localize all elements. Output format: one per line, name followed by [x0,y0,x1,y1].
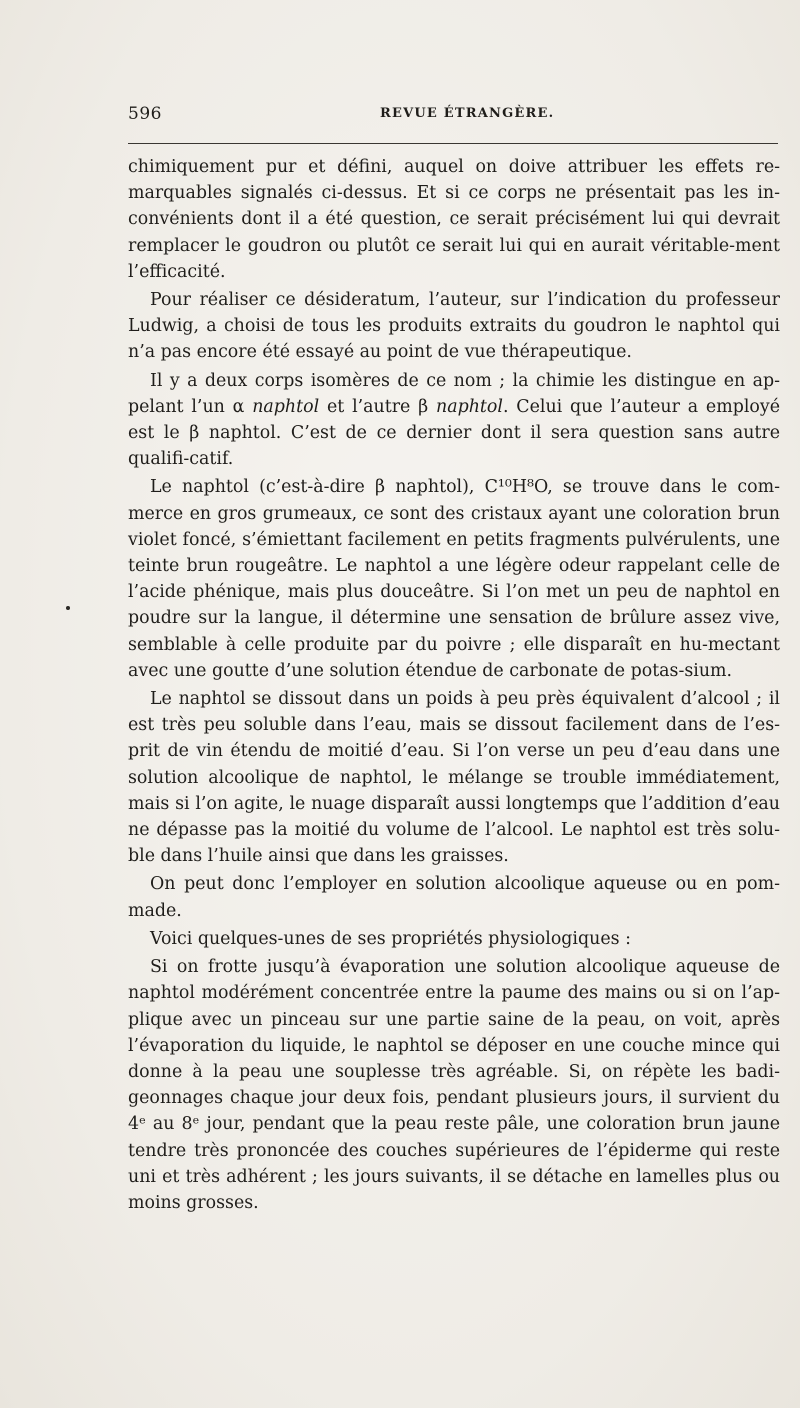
header-rule [128,143,778,144]
paragraph-7: Voici quelques-unes de ses propriétés physiologiques : [150,928,631,949]
margin-mark [66,606,70,610]
paragraph-4: Le naphtol (c’est-à-dire β naphtol), C¹⁰H⁸O, se trouve dans le com-merce en gros grumeaux, ce sont des cristaux ayant une coloration brun violet foncé, s’émiettant facilement en petits fragments pulvérulents, une teinte brun rougeâtre. Le naphtol a une légère odeur rappelant celle de l’acide phénique, mais plus douceâtre. Si l’on met un peu de naphtol en poudre sur la langue, il détermine une sensation de brûlure assez vive, semblable à celle produite par du poivre ; elle disparaît en hu-mectant avec une goutte d’une solution étendue de carbonate de potas-sium. [128,477,780,681]
paragraph-3-text-a: Il y a deux corps isomères de ce nom ; la chimie les distingue en ap-pelant l’un α [128,370,780,417]
page-header [128,104,778,132]
running-title: REVUE ÉTRANGÈRE. [380,106,555,121]
paragraph-8: Si on frotte jusqu’à évaporation une solution alcoolique aqueuse de naphtol modérément concentrée entre la paume des mains ou si on l’ap-plique avec un pinceau sur une partie saine de la peau, on voit, après l’évaporation du liquide, le naphtol se déposer en une couche mince qui donne à la peau une souplesse très agréable. Si, on répète les badi-geonnages chaque jour deux fois, pendant plusieurs jours, il survient du 4ᵉ au 8ᵉ jour, pendant que la peau reste pâle, une coloration brun jaune tendre très prononcée des couches supérieures de l’épiderme qui reste uni et très adhérent ; les jours suivants, il se détache en lamelles plus ou moins grosses. [128,957,780,1213]
body-text [128,154,780,1218]
beta-naphtol-italic: naphtol [436,396,503,417]
paragraph-3 [128,368,780,473]
paragraph-5: Le naphtol se dissout dans un poids à peu près équivalent d’alcool ; il est très peu soluble dans l’eau, mais se dissout facilement dans de l’es-prit de vin étendu de moitié d’eau. Si l’on verse un peu d’eau dans une solution alcoolique de naphtol, le mélange se trouble immédiatement, mais si l’on agite, le nuage disparaît aussi longtemps que l’addition d’eau ne dépasse pas la moitié du volume de l’alcool. Le naphtol est très solu-ble dans l’huile ainsi que dans les graisses. [128,689,780,867]
paragraph-6: On peut donc l’employer en solution alcoolique aqueuse ou en pom-made. [128,874,780,921]
paragraph-3-text-b: et l’autre β [319,396,437,417]
alpha-naphtol-italic: naphtol [252,396,320,417]
page-number: 596 [128,104,162,124]
paragraph-1: chimiquement pur et défini, auquel on doive attribuer les effets re-marquables signalés ci-dessus. Et si ce corps ne présentait pas les in-convénients dont il a été question, ce serait précisément lui qui devrait remplacer le goudron ou plutôt ce serait lui qui en aurait véritable-ment l’efficacité. [128,157,780,282]
paragraph-2: Pour réaliser ce désideratum, l’auteur, sur l’indication du professeur Ludwig, a choisi de tous les produits extraits du goudron le naphtol qui n’a pas encore été essayé au point de vue thérapeutique. [128,290,780,363]
paragraph-3-text-c: . Celui que l’auteur a employé est le β naphtol. C’est de ce dernier dont il sera question sans autre qualifi-catif. [128,396,780,470]
